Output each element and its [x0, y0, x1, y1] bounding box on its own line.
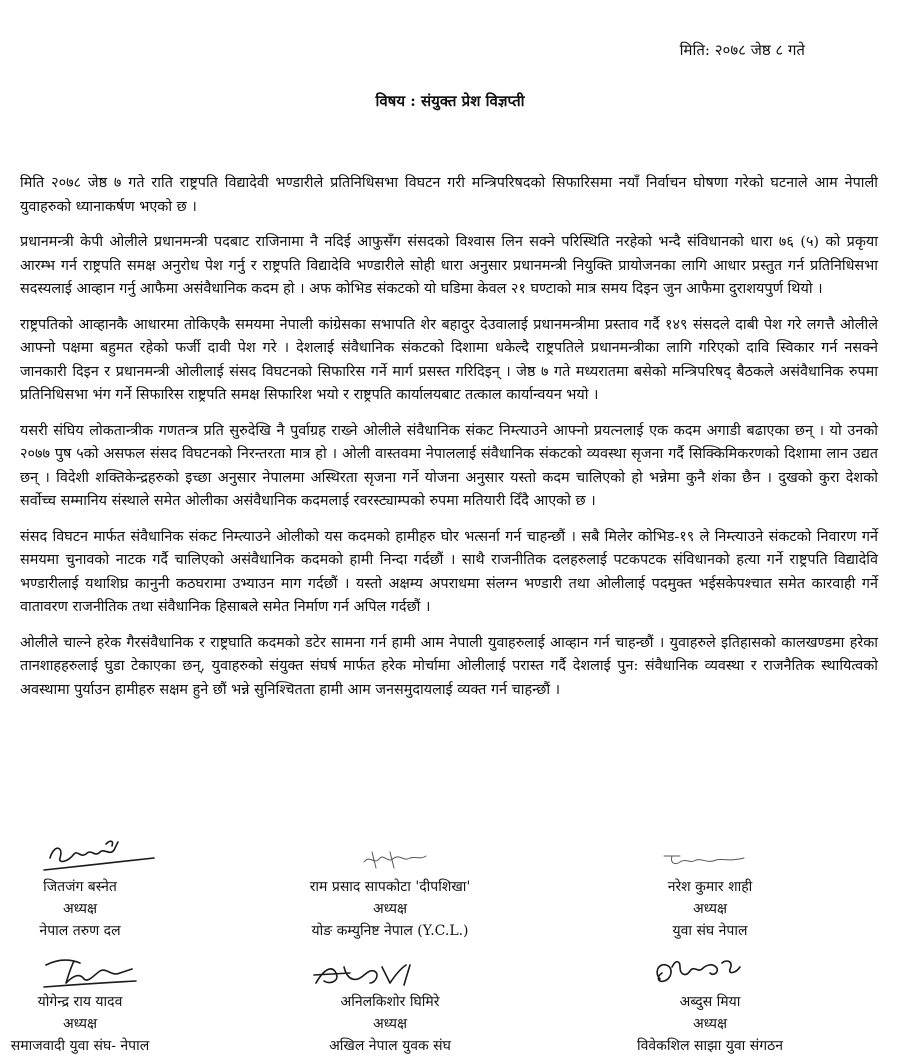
signatory-block [0, 876, 230, 942]
signatory-title: अध्यक्ष [692, 901, 728, 917]
signatory-name: अब्दुस मिया [679, 994, 741, 1010]
paragraph: प्रधानमन्त्री केपी ओलीले प्रधानमन्त्री पदबाट राजिनामा नै नदिई आफुसँग संसदको विश्वास लिन सक्ने परिस्थिति नरहेको भन्दै संविधानको धारा ७६ (५) को प्रकृया आरम्भ गर्न राष्ट्रपति समक्ष अनुरोध पेश गर्नु र राष्ट्रपति विद्यादेवि भण्डारीले सोही धारा अनुसार प्रधानमन्त्री नियुक्ति प्रायोजनका लागि आधार प्रस्तुत गर्न प्रतिनिधिसभा सदस्यलाई आव्हान गर्नु आफैमा असंवैधानिक कदम हो । अफ कोभिड संकटको यो घडिमा केवल २१ घण्टाको मात्र समय दिइन जुन आफैमा दुराशयपुर्ण थियो । [20, 234, 878, 297]
signatory-block [560, 876, 860, 942]
signatory-block [560, 991, 860, 1057]
paragraph: संसद विघटन मार्फत संवैधानिक संकट निम्त्याउने ओलीको यस कदमको हामीहरु घोर भत्सर्ना गर्न चाहन्छौं । सबै मिलेर कोभिड-१९ ले निम्त्याउने संकटको निवारण गर्ने समयमा चुनावको नाटक गर्दै चालिएको असंवैधानिक कदमको हामी निन्दा गर्दछौं । साथै राजनीतिक दलहरुलाई पटकपटक संविधानको हत्या गर्ने राष्ट्रपति विद्यादेवि भण्डारीलाई यथाशिघ्र कानुनी कठघरामा उभ्याउन माग गर्दछौं । यस्तो अक्षम्य अपराधमा संलग्न भण्डारी तथा ओलीलाई पदमुक्त भईसकेपश्चात समेत कारवाही गर्ने वातावरण राजनीतिक तथा संवैधानिक हिसाबले समेत निर्माण गर्न अपिल गर्दछौं । [20, 528, 878, 615]
signatory-block [240, 991, 540, 1057]
signatory-title: अध्यक्ष [372, 901, 408, 917]
handwritten-signature [40, 955, 140, 989]
signatory-name: नरेश कुमार शाही [667, 879, 753, 895]
handwritten-signature [40, 836, 160, 876]
signatory-title: अध्यक्ष [62, 901, 98, 917]
document-body [20, 172, 878, 714]
signatory-organization: नेपाल तरुण दल [39, 923, 121, 939]
signatory-organization: समाजवादी युवा संघ- नेपाल [10, 1038, 150, 1054]
signatory-organization: युवा संघ नेपाल [672, 923, 748, 939]
handwritten-signature [360, 848, 430, 872]
signatory-block [240, 876, 540, 942]
signatory-organization: योङ कम्युनिष्ट नेपाल (Y.C.L.) [311, 923, 469, 939]
paragraph: ओलीले चाल्ने हरेक गैरसंवैधानिक र राष्ट्रघाति कदमको डटेर सामना गर्न हामी आम नेपाली युवाहरुलाई आव्हान गर्न चाहन्छौं । युवाहरुले इतिहासको कालखण्डमा हरेका तानशाहहरुलाई घुडा टेकाएका छन्, युवाहरुको संयुक्त संघर्ष मार्फत हरेक मोर्चामा ओलीलाई परास्त गर्दै देशलाई पुन: संवैधानिक व्यवस्था र राजनैतिक स्थायित्वको अवस्थामा पुर्याउन हामीहरु सक्षम हुने छौं भन्ने सुनिश्चितता हामी आम जनसमुदायलाई व्यक्त गर्न चाहन्छौं । [20, 634, 878, 698]
signatory-name: जितजंग बस्नेत [43, 879, 117, 895]
signatory-organization: अखिल नेपाल युवक संघ [329, 1038, 451, 1054]
paragraph: राष्ट्रपतिको आव्हानकै आधारमा तोकिएकै समयमा नेपाली कांग्रेसका सभापति शेर बहादुर देउवालाई प्रधानमन्त्रीमा प्रस्ताव गर्दै १४९ संसदले दाबी पेश गरे लगत्तै ओलीले आफ्नो पक्षमा बहुमत रहेको फर्जी दावी पेश गरे । देशलाई संवैधानिक संकटको दिशामा धकेल्दै राष्ट्रपतिले प्रधानमन्त्रीका लागि गरिएको दावि स्विकार गर्न नसक्ने जानकारी दिइन र प्रधानमन्त्री ओलीलाई संसद विघटनको सिफारिस गर्ने मार्ग प्रसस्त गरिदिइन् । जेष्ठ ७ गते मध्यरातमा बसेको मन्त्रिपरिषद् बैठकले असंवैधानिक रुपमा प्रतिनिधिसभा भंग गर्ने सिफारिस राष्ट्रपति समक्ष सिफारिश भयो र राष्ट्रपति कार्यालयबाट तत्काल कार्यान्वयन भयो । [20, 316, 878, 403]
document-subject: विषय : संयुक्त प्रेश विज्ञप्ती [375, 92, 525, 110]
signatory-name: राम प्रसाद सापकोटा 'दीपशिखा' [309, 879, 471, 895]
paragraph: यसरी संघिय लोकतान्त्रीक गणतन्त्र प्रति सुरुदेखि नै पुर्वाग्रह राख्ने ओलीले संवैधानिक संकट निम्त्याउने आफ्नो प्रयत्नलाई एक कदम अगाडी बढाएका छन् । यो उनको २०७७ पुष ५को असफल संसद विघटनको निरन्तरता मात्र हो । ओली वास्तवमा नेपाललाई संवैधानिक संकटको व्यवस्था सृजना गर्दै सिक्किमिकरणको दिशामा लान उद्यत छन् । विदेशी शक्तिकेन्द्रहरुको इच्छा अनुसार नेपालमा अस्थिरता सृजना गर्ने योजना अनुसार यस्तो कदम चालिएको हो भन्नेमा कुनै शंका छैन । दुखको कुरा देशको सर्वोच्च सम्मानिय संस्थाले समेत ओलीका असंवैधानिक कदमलाई रवरस्ट्याम्पको रुपमा मतियारी दिँदै आएको छ । [20, 422, 878, 509]
signatory-title: अध्यक्ष [62, 1016, 98, 1032]
signatory-block [0, 991, 230, 1057]
handwritten-signature [310, 959, 430, 991]
handwritten-signature [660, 850, 750, 872]
paragraph: मिति २०७८ जेष्ठ ७ गते राति राष्ट्रपति विद्यादेवी भण्डारीले प्रतिनिधिसभा विघटन गरी मन्त्रिपरिषदको सिफारिसमा नयाँ निर्वाचन घोषणा गरेको घटनाले आम नेपाली युवाहरुको ध्यानाकर्षण भएको छ । [20, 175, 878, 215]
handwritten-signature [650, 953, 750, 989]
signatory-name: अनिलकिशोर घिमिरे [340, 994, 440, 1010]
document-date: मिति: २०७८ जेष्ठ ८ गते [679, 41, 805, 59]
signatory-organization: विवेकशिल साझा युवा संगठन [636, 1038, 783, 1054]
signatory-title: अध्यक्ष [372, 1016, 408, 1032]
signatory-title: अध्यक्ष [692, 1016, 728, 1032]
signatory-name: योगेन्द्र राय यादव [37, 994, 123, 1010]
